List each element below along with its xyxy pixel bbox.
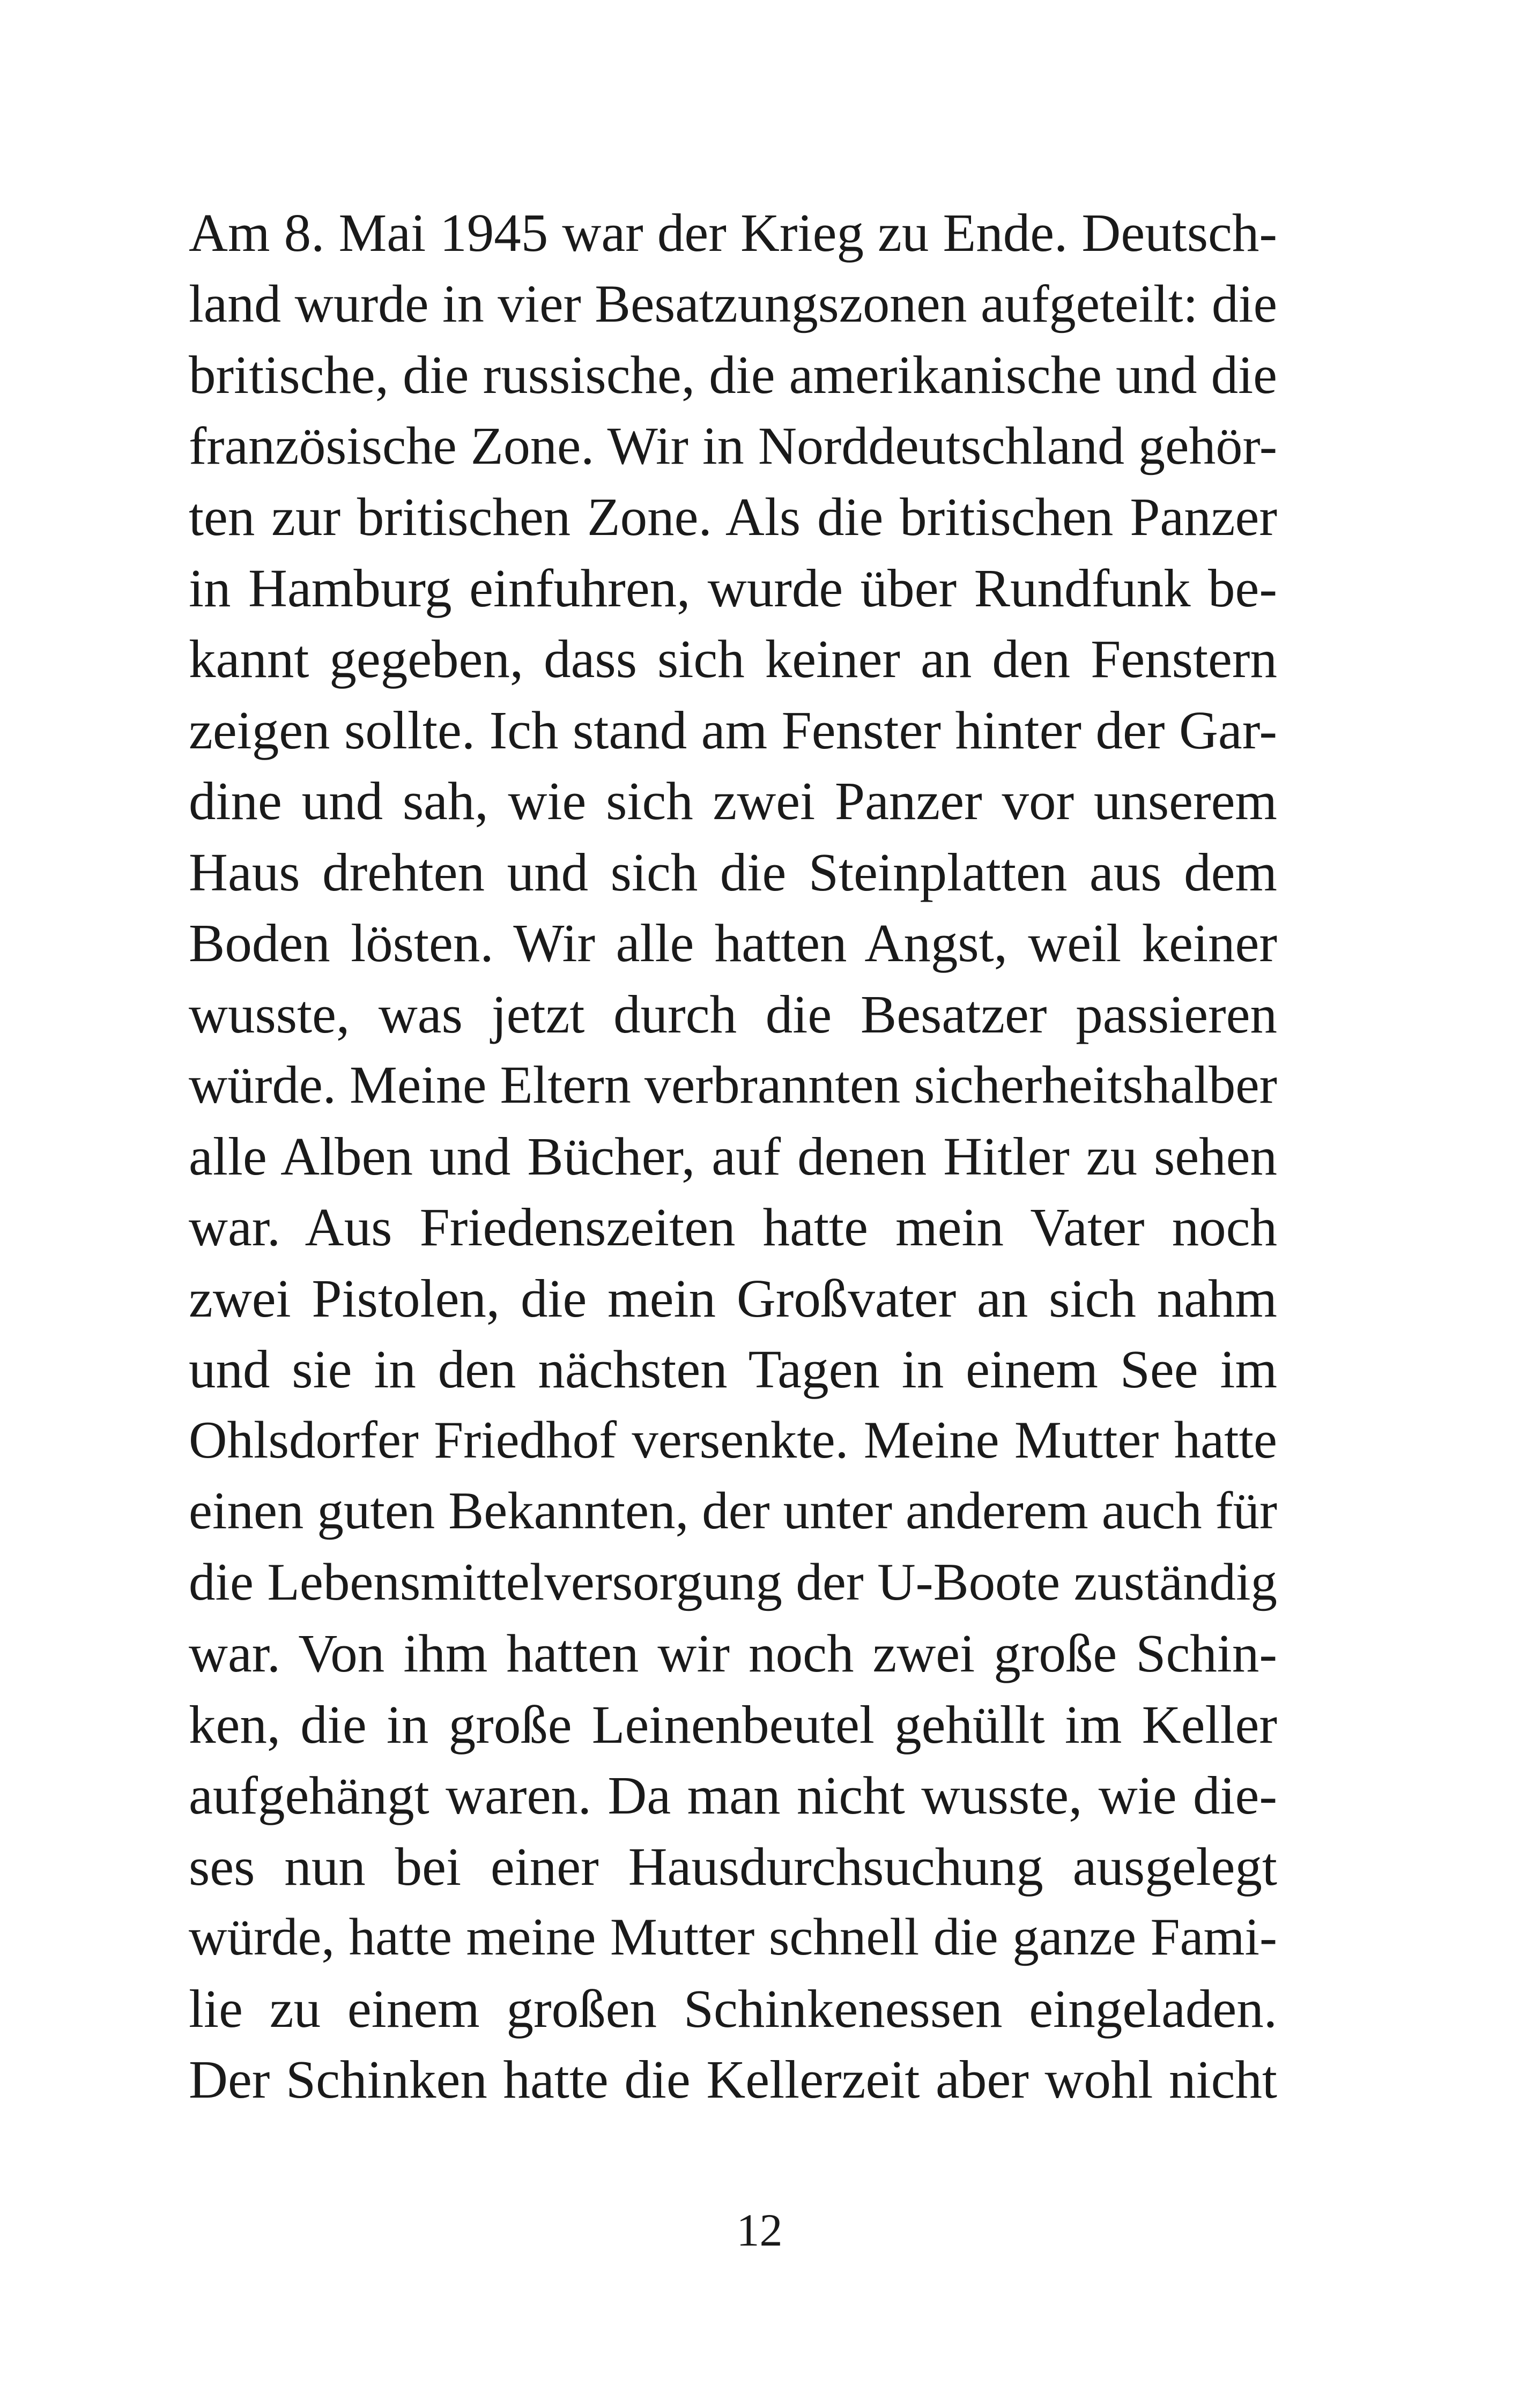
body-text <box>189 197 1277 2115</box>
text-line: land wurde in vier Besatzungszonen aufgeteilt: die <box>189 273 1277 333</box>
text-line: Der Schinken hatte die Kellerzeit aber wohl nicht <box>189 2049 1277 2109</box>
text-line: war. Von ihm hatten wir noch zwei große Schin- <box>189 1623 1277 1683</box>
text-line: wusste, was jetzt durch die Besatzer passieren <box>189 984 1277 1044</box>
text-line: ses nun bei einer Hausdurchsuchung ausgelegt <box>189 1836 1277 1897</box>
text-line: Am 8. Mai 1945 war der Krieg zu Ende. Deutsch- <box>189 203 1277 263</box>
page-number: 12 <box>736 2204 783 2256</box>
text-line: alle Alben und Bücher, auf denen Hitler zu sehen <box>189 1126 1277 1186</box>
text-line: französische Zone. Wir in Norddeutschland gehör- <box>189 415 1277 475</box>
text-line: Boden lösten. Wir alle hatten Angst, weil keiner <box>189 913 1277 973</box>
text-line: würde, hatte meine Mutter schnell die ganze Fami- <box>189 1908 1277 1966</box>
text-line: einen guten Bekannten, der unter anderem auch für <box>189 1482 1277 1540</box>
text-line: ten zur britischen Zone. Als die britischen Panzer <box>189 487 1277 547</box>
text-line: lie zu einem großen Schinkenessen eingeladen. <box>189 1978 1277 2039</box>
text-line: in Hamburg einfuhren, wurde über Rundfunk be- <box>189 558 1277 618</box>
text-line: ken, die in große Leinenbeutel gehüllt im Keller <box>189 1694 1277 1755</box>
text-line: zwei Pistolen, die mein Großvater an sich nahm <box>189 1268 1277 1328</box>
text-line: war. Aus Friedenszeiten hatte mein Vater noch <box>189 1197 1277 1257</box>
text-line: die Lebensmittelversorgung der U-Boote zuständig <box>189 1552 1277 1611</box>
text-line: Haus drehten und sich die Steinplatten aus dem <box>189 842 1277 902</box>
text-line: aufgehängt waren. Da man nicht wusste, wie die- <box>189 1765 1277 1825</box>
text-line: kannt gegeben, dass sich keiner an den Fenstern <box>189 629 1277 689</box>
text-line: Ohlsdorfer Friedhof versenkte. Meine Mutter hatte <box>189 1410 1277 1469</box>
text-line: und sie in den nächsten Tagen in einem See im <box>189 1339 1277 1399</box>
text-line: würde. Meine Eltern verbrannten sicherheitshalber <box>189 1055 1277 1114</box>
text-line: dine und sah, wie sich zwei Panzer vor unserem <box>189 771 1277 831</box>
text-line: zeigen sollte. Ich stand am Fenster hinter der Gar- <box>189 700 1277 760</box>
text-line: britische, die russische, die amerikanische und die <box>189 345 1277 405</box>
